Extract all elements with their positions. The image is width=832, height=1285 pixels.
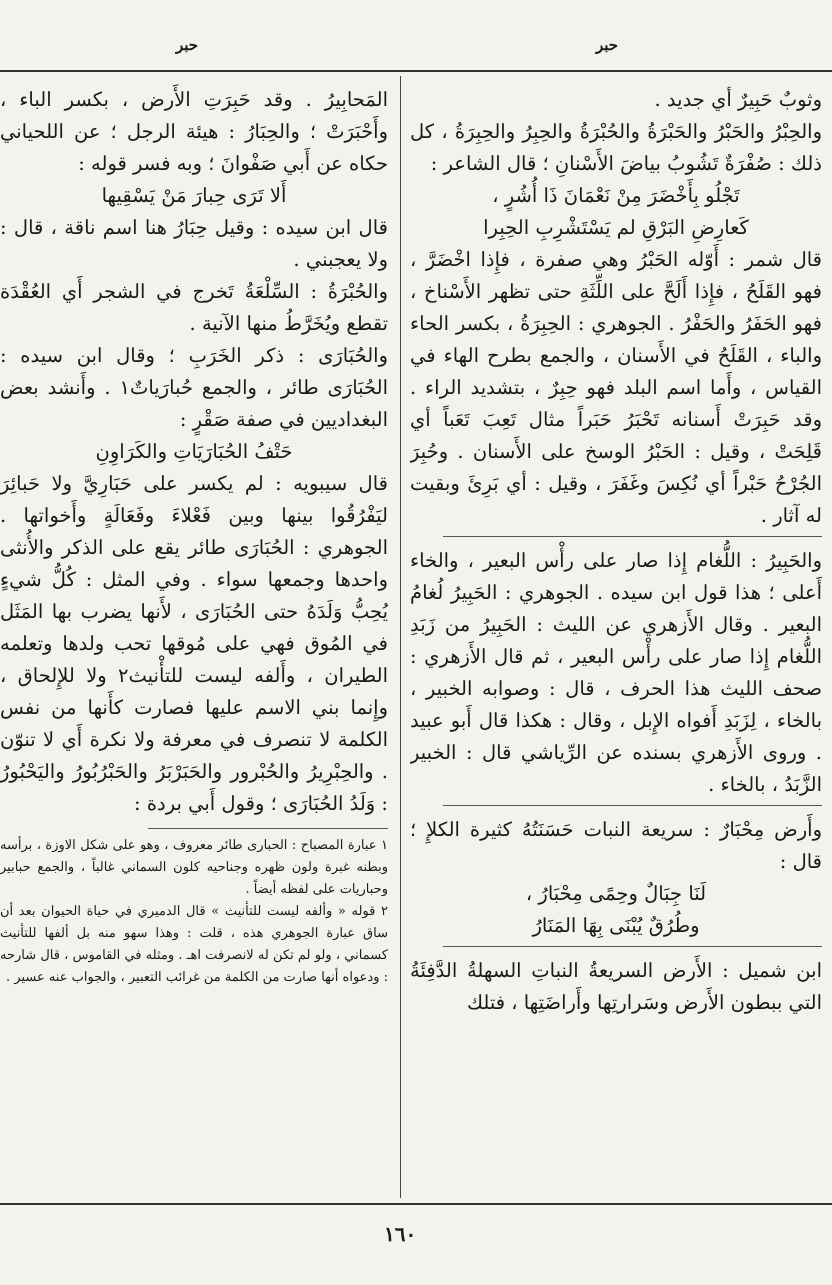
running-head-left: حبر	[176, 36, 199, 54]
entry-paragraph: ابن شميل : الأَرض السريعةُ النباتِ السهلةُ الدَّفِئَةُ التي ببطون الأَرض وسَرارتِها وأَراضَتِها ، فتلك	[410, 959, 822, 1014]
verse-line: تَجْلُو بِأَخْضَرَ مِنْ نَعْمَانَ ذَا أُشُرٍ ،	[492, 184, 740, 207]
entry-separator	[443, 536, 822, 537]
footer-rule	[0, 1203, 832, 1205]
entry-paragraph: قال شمر : أَوّله الحَبْرُ وهي صفرة ، فإِذا اخْضَرَّ ، فهو القَلَحُ ، فإِذا أَلَحَّ على اللِّثَةِ حتى تظهر الأَسْناخ ، فهو الحَفَرُ والحَفْرُ . الجوهري : الحِبِرَةُ ، بكسر الحاء والباء ، القَلَحُ في الأَسنان ، والجمع بطرح الهاء في القياس ، وأَما اسم البلد فهو حِبِرٌ ، بتشديد الراء . وقد حَبِرَتْ أَسنانه تَحْبَرُ حَبَراً مثال تَعِبَ تَعَباً أي قَلِحَتْ ، وقيل : الحَبْرُ الوسخ على الأَسنان . وحُبِرَ الجُرْحُ حَبْراً أي نُكِسَ وغَفَرَ ، وقيل : أي بَرِئَ وبقيت له آثار .	[410, 248, 822, 527]
entry-paragraph: والحِبْرُ والحَبْرُ والحَبْرَةُ والحُبْرَةُ والحِبِرُ والحِبِرَةُ ، كل ذلك : صُفْرَةٌ تَشُوبُ بياضَ الأَسْنانِ ؛ قال الشاعر :	[410, 120, 822, 175]
entry-separator	[443, 946, 822, 947]
entry-paragraph: وأَرض مِحْبَارٌ : سريعة النبات حَسَنَتُهُ كثيرة الكلإِ ؛ قال :	[410, 818, 822, 873]
left-column	[0, 84, 388, 1194]
column-divider	[400, 76, 401, 1198]
right-column	[410, 84, 822, 1194]
entry-paragraph: والحَبِيرُ : اللُّغام إِذا صار على رأْس البعير ، والخاء أَعلى ؛ هذا قول ابن سيده . الجوهري : الحَبِيرُ لُغامُ البعير . وقال الأَزهري عن الليث : الحَبِيرُ من زَبَدِ اللُّغام إِذا صار على رأْس البعير ، ثم قال الأَزهري : صحف الليث هذا الحرف ، قال : وصوابه الخبير ، بالخاء ، لِزَبَدِ أَفواه الإِبل ، وقال : هكذا قال أَبو عبيد . وروى الأَزهري بسنده عن الرِّياشي قال : الخبير الزَّبَدُ ، بالخاء .	[410, 549, 822, 796]
entry-paragraph: والحُبْرَةُ : السِّلْعَةُ تَخرج في الشجر أَي العُقْدَة تقطع ويُخَرَّطُ منها الآنية .	[0, 280, 388, 335]
footnote: ١ عبارة المصباح : الحبارى طائر معروف ، وهو على شكل الاوزة ، برأسه وبطنه غبرة ولون ظهره وجناحيه كلون السماني غالباً ، والجمع حبابير وحباريات على لفظه أيضاً .	[0, 838, 388, 897]
verse-line: كَعارِضِ البَرْقِ لم يَسْتَشْرِبِ الحِبِرا	[483, 216, 749, 239]
running-head-right: حبر	[596, 36, 619, 54]
verse-line: أَلا تَرَى حِبارَ مَنْ يَسْقِيها	[101, 184, 287, 207]
entry-paragraph: والحُبَارَى : ذكر الخَرَبِ ؛ وقال ابن سيده : الحُبَارَى طائر ، والجمع حُبارَياتٌ١ . وأَنشد بعض البغداديين في صفة صَقْرٍ :	[0, 344, 388, 431]
footnote: ٢ قوله « وألفه ليست للتأنيث » قال الدميري في حياة الحيوان بعد أن ساق عبارة الجوهري هذه ، قلت : وهذا سهو منه بل ألفها للتأنيث كسماني ، ولو لم تكن له لانصرفت اهـ . ومثله في القاموس ، قال شارحه : ودعواه أنها صارت من الكلمة من غرائب التعبير ، والجواب عنه عسير .	[0, 904, 388, 985]
verse-line: لَنَا جِبَالٌ وحِمًى مِحْبَارُ ،	[525, 882, 707, 905]
entry-paragraph: وثوبٌ حَبِيرٌ أي جديد .	[654, 88, 822, 111]
entry-paragraph: المَحابِيرُ . وقد حَبِرَتِ الأَرض ، بكسر الباء ، وأَحْبَرَتْ ؛ والحِبَارُ : هيئة الرجل ؛ عن اللحياني حكاه عن أَبي صَفْوانَ ؛ وبه فسر قوله :	[0, 88, 388, 175]
header-rule	[0, 70, 832, 72]
verse-line: حَتْفُ الحُبَارَيَاتِ والكَرَاوِنِ	[95, 440, 293, 463]
entry-separator	[443, 805, 822, 806]
entry-paragraph: قال سيبويه : لم يكسر على حَبَارِيَّ ولا حَبائِرَ ليَفْرُقُوا بينها وبين فَعْلاءَ وفَعَالَةٍ وأَخواتها . الجوهري : الحُبَارَى طائر يقع على الذكر والأُنثى واحدها وجمعها سواء . وفي المثل : كُلُّ شيءٍ يُحِبُّ وَلَدَهُ حتى الحُبَارَى ، لأَنها يضرب بها المَثَل في المُوق فهي على مُوقها تحب ولدها وتعلمه الطيران ، وأَلفه ليست للتأْنيث٢ ولا للإِلحاق ، وإِنما بني الاسم عليها فصارت كأَنها من نفس الكلمة لا تنصرف في معرفة ولا نكرة أَي لا تنوّن . والحِبْرِيرُ والحُبْرور والحَبَرْبَرُ والحَبْرُبُورُ واليَحْبُورُ : وَلَدُ الحُبَارَى ؛ وقول أَبي بردة :	[0, 472, 388, 815]
verse-line: وطُرُقٌ يُبْنَى بِهَا المَنَارُ	[532, 914, 700, 937]
entry-paragraph: قال ابن سيده : وقيل حِبَارُ هنا اسم ناقة ، قال : ولا يعجبني .	[0, 216, 388, 271]
footnote-rule	[148, 828, 388, 829]
page-number: ١٦٠	[384, 1222, 417, 1246]
